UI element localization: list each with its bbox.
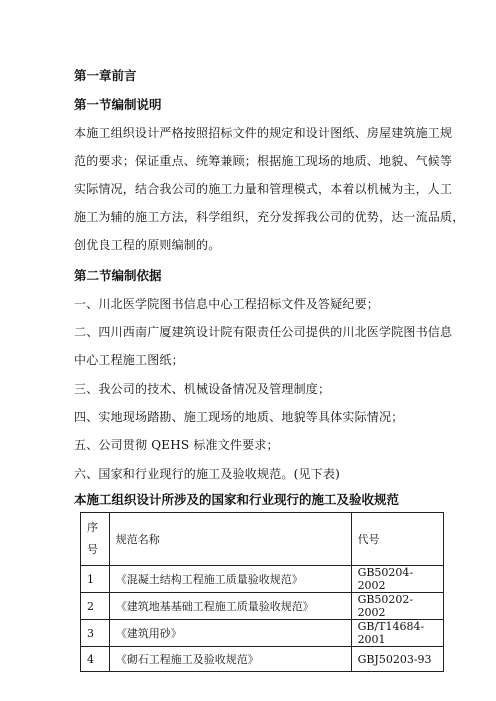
basis-item-5: 五、公司贯彻 QEHS 标准文件要求； [74, 438, 279, 452]
basis-item-2: 二、四川西南广厦建筑设计院有限责任公司提供的川北医学院图书信息 [74, 325, 453, 339]
section2-title: 第二节编制依据 [74, 268, 162, 283]
table-row [81, 566, 444, 593]
section1-line-2: 范的要求；保证重点、统筹兼顾；根据施工现场的地质、地貌、气候等 [74, 154, 453, 168]
row-seq: 2 [81, 593, 110, 620]
header-seq-top: 序 [87, 521, 98, 534]
standards-table [80, 512, 444, 672]
section1-line-5: 创优良工程的原则编制的。 [74, 238, 221, 252]
table-title: 本施工组织设计所涉及的国家和行业现行的施工及验收规范 [74, 492, 400, 507]
basis-item-3: 三、我公司的技术、机械设备情况及管理制度； [74, 382, 331, 396]
table-row [81, 620, 444, 647]
row-seq: 4 [81, 647, 110, 672]
basis-item-2-cont: 中心工程施工图纸； [74, 353, 184, 367]
header-seq-bottom: 号 [87, 543, 98, 556]
table-row [81, 593, 444, 620]
row-code: GB50202-2002 [351, 593, 443, 620]
section1-line-3: 实际情况，结合我公司的施工力量和管理模式，本着以机械为主，人工 [74, 182, 453, 196]
row-name: 《建筑地基基础工程施工质量验收规范》 [109, 593, 351, 620]
header-seq [81, 513, 110, 566]
section1-title: 第一节编制说明 [74, 97, 162, 112]
header-code: 代号 [351, 513, 443, 566]
basis-item-1: 一、川北医学院图书信息中心工程招标文件及答疑纪要； [74, 297, 380, 311]
chapter-title: 第一章前言 [74, 68, 137, 83]
basis-item-4: 四、实地现场踏勘、施工现场的地质、地貌等具体实际情况； [74, 410, 404, 424]
header-name: 规范名称 [109, 513, 351, 566]
row-seq: 3 [81, 620, 110, 647]
row-seq: 1 [81, 566, 110, 593]
row-name: 《砌石工程施工及验收规范》 [109, 647, 351, 672]
row-code: GB/T14684-2001 [351, 620, 443, 647]
row-code: GB50204-2002 [351, 566, 443, 593]
row-name: 《建筑用砂》 [109, 620, 351, 647]
table-header-row [81, 513, 444, 566]
row-code: GBJ50203-93 [351, 647, 443, 672]
section1-line-1: 本施工组织设计严格按照招标文件的规定和设计图纸、房屋建筑施工规 [74, 126, 453, 140]
table-row [81, 647, 444, 672]
basis-item-6: 六、国家和行业现行的施工及验收规范。(见下表) [74, 467, 340, 481]
row-name: 《混凝土结构工程施工质量验收规范》 [109, 566, 351, 593]
section1-line-4: 施工为辅的施工方法，科学组织，充分发挥我公司的优势，达一流品质， [74, 210, 465, 224]
